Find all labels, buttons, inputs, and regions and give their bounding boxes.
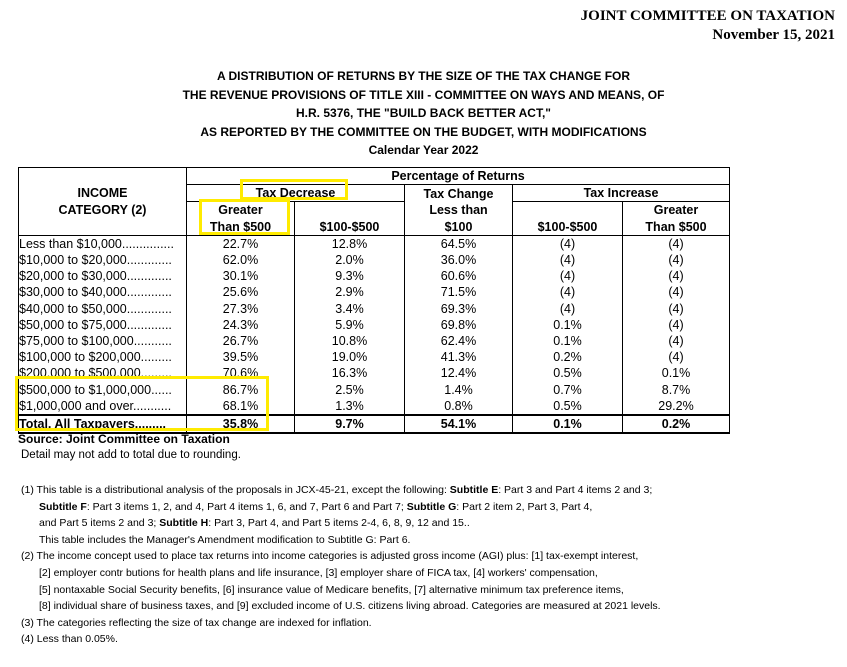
income-category: $20,000 to $30,000............. bbox=[19, 268, 187, 284]
cell-change-less-100: 36.0% bbox=[405, 252, 513, 268]
table-title bbox=[0, 67, 847, 160]
greater-header-line1: Greater bbox=[187, 202, 295, 219]
footnote-2-cont: [8] individual share of business taxes, and [9] excluded income of U.S. citizens living abroad. Categories are measured at 2021 levels. bbox=[39, 600, 661, 613]
greater-header-line2: Than $500 bbox=[187, 219, 295, 236]
cell-increase-greater: (4) bbox=[623, 284, 730, 300]
title-line: H.R. 5376, THE "BUILD BACK BETTER ACT," bbox=[296, 106, 551, 120]
cell-increase-100-500: 0.2% bbox=[513, 349, 623, 365]
cell-decrease-greater: 62.0% bbox=[187, 252, 295, 268]
col-100-500-header: $100-$500 bbox=[513, 219, 623, 236]
cell-decrease-100-500: 5.9% bbox=[295, 317, 405, 333]
cell-increase-100-500: (4) bbox=[513, 252, 623, 268]
cell-increase-greater: (4) bbox=[623, 235, 730, 252]
cell-increase-100-500: 0.1% bbox=[513, 333, 623, 349]
cell-change-less-100: 62.4% bbox=[405, 333, 513, 349]
table-row bbox=[19, 365, 730, 381]
cell-decrease-greater: 30.1% bbox=[187, 268, 295, 284]
income-category: $10,000 to $20,000............. bbox=[19, 252, 187, 268]
greater-header-line1: Greater bbox=[623, 202, 730, 219]
title-line: AS REPORTED BY THE COMMITTEE ON THE BUDGET, WITH MODIFICATIONS bbox=[200, 124, 647, 139]
income-category: $1,000,000 and over........... bbox=[19, 398, 187, 415]
cell-change-less-100: 71.5% bbox=[405, 284, 513, 300]
cell-decrease-greater: 86.7% bbox=[187, 381, 295, 397]
table-row bbox=[19, 268, 730, 284]
income-category: $200,000 to $500,000......... bbox=[19, 365, 187, 381]
cell-decrease-100-500: 2.0% bbox=[295, 252, 405, 268]
tax-change-header-line3: $100 bbox=[405, 219, 513, 236]
cell-increase-greater: (4) bbox=[623, 252, 730, 268]
date-header: November 15, 2021 bbox=[712, 27, 835, 43]
cell-increase-100-500: 0.5% bbox=[513, 365, 623, 381]
cell-increase-100-500: (4) bbox=[513, 301, 623, 317]
table-row bbox=[19, 398, 730, 415]
cell-increase-100-500: (4) bbox=[513, 268, 623, 284]
tax-change-header-line1: Tax Change bbox=[405, 185, 513, 202]
col-100-500-spacer bbox=[513, 202, 623, 219]
rounding-note: Detail may not add to total due to rounding. bbox=[21, 449, 241, 461]
footnote-4: (4) Less than 0.05%. bbox=[21, 633, 118, 646]
cell-change-less-100: 12.4% bbox=[405, 365, 513, 381]
source-line: Source: Joint Committee on Taxation bbox=[18, 432, 230, 446]
cell-increase-greater: (4) bbox=[623, 349, 730, 365]
footnote-2-cont: [5] nontaxable Social Security benefits, [6] insurance value of Medicare benefits, [7] alternative minimum tax preference items, bbox=[39, 583, 624, 596]
cell-increase-100-500: 0.5% bbox=[513, 398, 623, 415]
cell-decrease-100-500: 12.8% bbox=[295, 235, 405, 252]
table-row bbox=[19, 381, 730, 397]
table-row bbox=[19, 284, 730, 300]
tax-change-header-line2: Less than bbox=[405, 202, 513, 219]
cell-increase-greater: 0.2% bbox=[623, 415, 730, 433]
cell-change-less-100: 41.3% bbox=[405, 349, 513, 365]
cell-decrease-100-500: 2.9% bbox=[295, 284, 405, 300]
greater-header-line2: Than $500 bbox=[623, 219, 730, 236]
col-100-500-header: $100-$500 bbox=[295, 219, 405, 236]
cell-change-less-100: 1.4% bbox=[405, 381, 513, 397]
cell-change-less-100: 69.8% bbox=[405, 317, 513, 333]
cell-change-less-100: 64.5% bbox=[405, 235, 513, 252]
footnote-2: (2) The income concept used to place tax returns into income categories is adjusted gross income (AGI) plus: [1] tax-exempt interest, bbox=[21, 550, 639, 563]
cell-decrease-greater: 24.3% bbox=[187, 317, 295, 333]
cell-increase-100-500: 0.1% bbox=[513, 415, 623, 433]
title-line: A DISTRIBUTION OF RETURNS BY THE SIZE OF THE TAX CHANGE FOR bbox=[216, 69, 631, 83]
cell-decrease-100-500: 10.8% bbox=[295, 333, 405, 349]
cell-increase-100-500: 0.7% bbox=[513, 381, 623, 397]
table-row bbox=[19, 333, 730, 349]
cell-change-less-100: 54.1% bbox=[405, 415, 513, 433]
income-category: $75,000 to $100,000........... bbox=[19, 333, 187, 349]
cell-decrease-100-500: 19.0% bbox=[295, 349, 405, 365]
footnote-1-cont: This table includes the Manager's Amendment modification to Subtitle G: Part 6. bbox=[39, 533, 411, 546]
percentage-of-returns-header: Percentage of Returns bbox=[187, 168, 730, 185]
cell-decrease-greater: 22.7% bbox=[187, 235, 295, 252]
footnote-1-cont: Subtitle F: Part 3 items 1, 2, and 4, Part 4 items 1, 6, and 7, Part 6 and Part 7; Subtitle G: Part 2 item 2, Part 3, Part 4, bbox=[39, 500, 593, 513]
table-row bbox=[19, 252, 730, 268]
cell-decrease-greater: 39.5% bbox=[187, 349, 295, 365]
org-header: JOINT COMMITTEE ON TAXATION bbox=[580, 8, 835, 24]
income-header-line2: CATEGORY (2) bbox=[19, 202, 187, 219]
cell-increase-greater: 29.2% bbox=[623, 398, 730, 415]
footnote-2-cont: [2] employer contr butions for health plans and life insurance, [3] employer share of FICA tax, [4] workers' compensation, bbox=[39, 566, 598, 579]
cell-change-less-100: 0.8% bbox=[405, 398, 513, 415]
income-category: $50,000 to $75,000............. bbox=[19, 317, 187, 333]
cell-increase-greater: (4) bbox=[623, 317, 730, 333]
cell-decrease-100-500: 9.3% bbox=[295, 268, 405, 284]
cell-decrease-greater: 68.1% bbox=[187, 398, 295, 415]
title-line: Calendar Year 2022 bbox=[368, 143, 479, 157]
cell-decrease-greater: 26.7% bbox=[187, 333, 295, 349]
cell-increase-100-500: (4) bbox=[513, 284, 623, 300]
income-category: Less than $10,000............... bbox=[19, 235, 187, 252]
cell-increase-greater: (4) bbox=[623, 268, 730, 284]
cell-decrease-100-500: 9.7% bbox=[295, 415, 405, 433]
income-category: $30,000 to $40,000............. bbox=[19, 284, 187, 300]
table-row bbox=[19, 349, 730, 365]
footnotes bbox=[21, 482, 661, 648]
total-row bbox=[19, 415, 730, 433]
income-category: $500,000 to $1,000,000...... bbox=[19, 381, 187, 397]
cell-increase-100-500: 0.1% bbox=[513, 317, 623, 333]
table-body bbox=[19, 235, 730, 433]
cell-increase-100-500: (4) bbox=[513, 235, 623, 252]
cell-decrease-greater: 70.6% bbox=[187, 365, 295, 381]
col-100-500-spacer bbox=[295, 202, 405, 219]
cell-increase-greater: 0.1% bbox=[623, 365, 730, 381]
cell-change-less-100: 69.3% bbox=[405, 301, 513, 317]
cell-change-less-100: 60.6% bbox=[405, 268, 513, 284]
table-row bbox=[19, 301, 730, 317]
cell-decrease-greater: 25.6% bbox=[187, 284, 295, 300]
cell-increase-greater: 8.7% bbox=[623, 381, 730, 397]
income-header-top bbox=[19, 168, 187, 185]
table-row bbox=[19, 317, 730, 333]
table-row bbox=[19, 235, 730, 252]
cell-increase-greater: (4) bbox=[623, 301, 730, 317]
cell-increase-greater: (4) bbox=[623, 333, 730, 349]
income-header-line1: INCOME bbox=[19, 185, 187, 202]
tax-decrease-header: Tax Decrease bbox=[187, 185, 405, 202]
income-header-bottom bbox=[19, 219, 187, 236]
cell-decrease-greater: 35.8% bbox=[187, 415, 295, 433]
title-line: THE REVENUE PROVISIONS OF TITLE XIII - COMMITTEE ON WAYS AND MEANS, OF bbox=[182, 87, 665, 102]
cell-decrease-100-500: 3.4% bbox=[295, 301, 405, 317]
distribution-table bbox=[18, 167, 730, 434]
footnote-1: (1) This table is a distributional analysis of the proposals in JCX-45-21, except the following: Subtitle E: Part 3 and Part 4 items 2 and 3; bbox=[21, 484, 653, 496]
income-category: $40,000 to $50,000............. bbox=[19, 301, 187, 317]
cell-decrease-greater: 27.3% bbox=[187, 301, 295, 317]
footnote-1-cont: and Part 5 items 2 and 3; Subtitle H: Part 3, Part 4, and Part 5 items 2-4, 6, 8, 9, 12 and 15.. bbox=[39, 517, 470, 530]
cell-decrease-100-500: 1.3% bbox=[295, 398, 405, 415]
income-category-total: Total, All Taxpayers......... bbox=[19, 415, 187, 433]
footnote-3: (3) The categories reflecting the size of tax change are indexed for inflation. bbox=[21, 616, 372, 629]
cell-decrease-100-500: 16.3% bbox=[295, 365, 405, 381]
cell-decrease-100-500: 2.5% bbox=[295, 381, 405, 397]
tax-increase-header: Tax Increase bbox=[513, 185, 730, 202]
income-category: $100,000 to $200,000......... bbox=[19, 349, 187, 365]
